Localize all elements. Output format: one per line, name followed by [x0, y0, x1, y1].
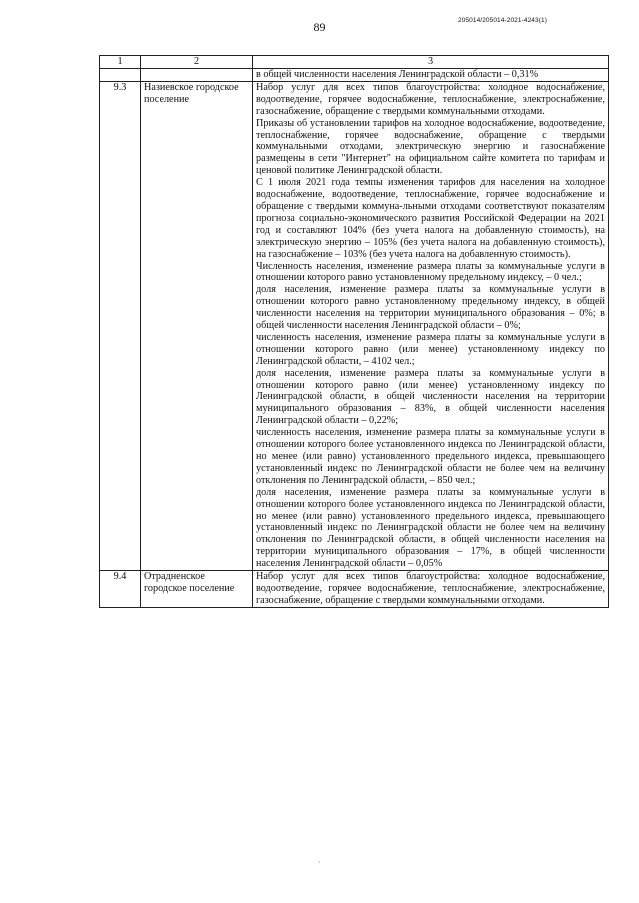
paragraph: доля населения, изменение размера платы за коммунальные услуги в отношении которого равно (или менее) установленному индексу по Ленинградской области, в общей численности населения на территории муниципального образования – 83%, в общей численности населения Ленинградской области – 0,22%; — [256, 367, 605, 427]
continuation-row — [100, 69, 609, 82]
paragraph: Численность населения, изменение размера платы за коммунальные услуги в отношении которого равно установленному предельному индексу, – 0 чел.; — [256, 260, 605, 284]
paragraph: доля населения, изменение размера платы за коммунальные услуги в отношении которого равно установленному предельному индексу, в общей численности населения на территории муниципального образования – 0%; в общей численности населения Ленинградской области – 0%; — [256, 284, 605, 332]
row-number: 9.3 — [100, 81, 141, 570]
row-description — [253, 81, 609, 570]
column-header-1: 1 — [100, 56, 141, 69]
column-header-2: 2 — [141, 56, 253, 69]
scan-mark: · — [318, 858, 321, 867]
paragraph: С 1 июля 2021 года темпы изменения тарифов для населения на холодное водоснабжение, водоотведение, теплоснабжение, горячее водоснабжение и обращение с твердыми коммуна-льными отходами соответствуют показателям прогноза социально-экономического развития Российской Федерации на 2021 год и составляют 104% (без учета налога на добавленную стоимость), на электрическую энергию – 105% (без учета налога на добавленную стоимость), на газоснабжение – 103% (без учета налога на добавленную стоимость). — [256, 177, 605, 260]
row-description — [253, 571, 609, 608]
paragraph: Набор услуг для всех типов благоустройства: холодное водоснабжение, водоотведение, горячее водоснабжение, теплоснабжение, электроснабжение, газоснабжение, обращение с твердыми коммунальными отходами. — [256, 571, 605, 606]
document-id: 205014/205014-2021-4243(1) — [458, 17, 547, 24]
continuation-text: в общей численности населения Ленинградской области – 0,31% — [253, 69, 609, 82]
table-row — [100, 81, 609, 570]
page-number: 89 — [313, 20, 326, 34]
paragraph: Набор услуг для всех типов благоустройства: холодное водоснабжение, водоотведение, горячее водоснабжение, теплоснабжение, электроснабжение, газоснабжение, обращение с твердыми коммунальными отходами. — [256, 81, 605, 117]
paragraph: численность населения, изменение размера платы за коммунальные услуги в отношении которого равно (или менее) установленному индексу по Ленинградской области, – 4102 чел.; — [256, 331, 605, 367]
table-row — [100, 571, 609, 608]
row-number: 9.4 — [100, 571, 141, 608]
settlement-name: Отрадненское городское поселение — [141, 571, 253, 608]
tariff-table — [99, 55, 609, 608]
paragraph: доля населения, изменение размера платы за коммунальные услуги в отношении которого более установленного индекса по Ленинградской области, но менее (или равно) установленного предельного индекса, превышающего установленный индекс по Ленинградской области не более чем на величину отклонения по Ленинградской области, в общей численности населения на территории муниципального образования – 17%, в общей численности населения Ленинградской области – 0,05% — [256, 486, 605, 570]
paragraph: численность населения, изменение размера платы за коммунальные услуги в отношении которого более установленного индекса по Ленинградской области, но менее (или равно) установленного предельного индекса, превышающего установленный индекс по Ленинградской области не более чем на величину отклонения по Ленинградской области, – 850 чел.; — [256, 427, 605, 486]
column-header-3: 3 — [253, 56, 609, 69]
paragraph: Приказы об установлении тарифов на холодное водоснабжение, водоотведение, теплоснабжение, горячее водоснабжение, обращение с твердыми коммунальными отходами, электрическую энергию и газоснабжение размещены в сети "Интернет" на официальном сайте комитета по тарифам и ценовой политике Ленинградской области. — [256, 117, 605, 177]
settlement-name: Назиевское городское поселение — [141, 81, 253, 570]
table-header-row — [100, 56, 609, 69]
